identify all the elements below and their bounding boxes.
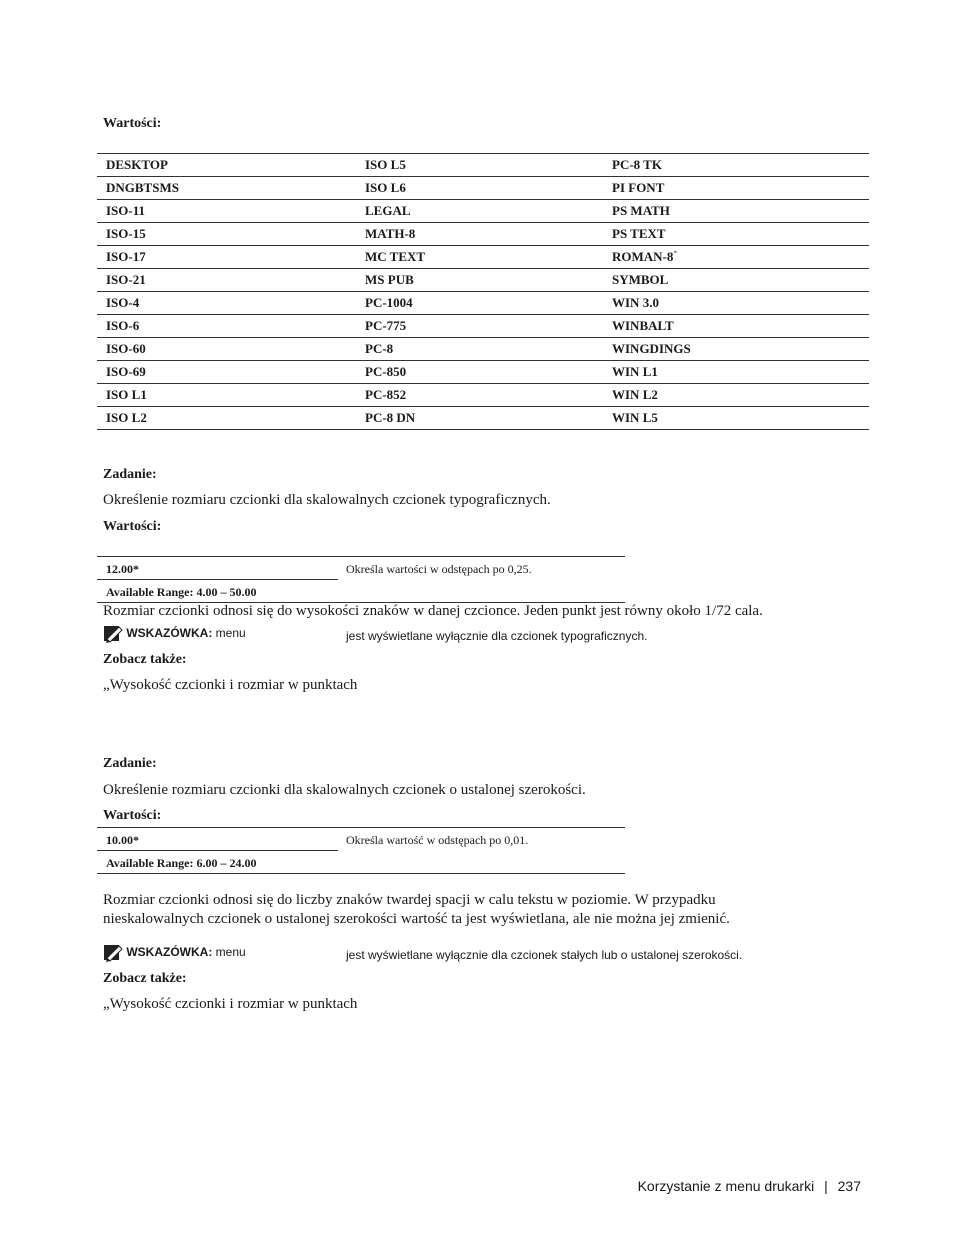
note-pencil-icon (103, 943, 123, 963)
symbol-set-name: ISO-21 (106, 272, 146, 287)
table-cell (97, 361, 356, 384)
table-row (97, 223, 869, 246)
table-cell (97, 154, 356, 177)
symbol-set-name: PC-8 TK (612, 157, 662, 172)
symbol-set-name: ISO L2 (106, 410, 147, 425)
symbol-set-name: ISO-6 (106, 318, 140, 333)
table-row (97, 292, 869, 315)
table-cell (97, 292, 356, 315)
table-cell (97, 269, 356, 292)
table-row (97, 154, 869, 177)
symbol-set-name: ISO-15 (106, 226, 146, 241)
table-cell (603, 361, 869, 384)
default-marker: * (673, 249, 677, 258)
description: Rozmiar czcionki odnosi się do wysokości znaków w danej czcionce. Jeden punkt jest równy około 1/72 cala. (103, 603, 763, 619)
table-cell (356, 154, 603, 177)
values-label: Wartości: (103, 116, 162, 131)
symbol-set-name: ISO L1 (106, 387, 147, 402)
table-cell (97, 384, 356, 407)
symbol-set-name: DNGBTSMS (106, 180, 179, 195)
symbol-set-name: ISO-11 (106, 203, 146, 218)
note (103, 943, 823, 965)
note-menu: menu (215, 626, 246, 641)
symbol-set-name: WIN L2 (612, 387, 658, 402)
table-cell (97, 200, 356, 223)
symbol-set-name: WINBALT (612, 318, 674, 333)
table-cell (603, 315, 869, 338)
table-cell (356, 361, 603, 384)
symbol-set-name: ISO-60 (106, 341, 146, 356)
table-row (97, 407, 869, 430)
page-footer (638, 1178, 861, 1194)
task-text: Określenie rozmiaru czcionki dla skalowalnych czcionek typograficznych. (103, 492, 551, 508)
table-cell (603, 154, 869, 177)
table-row (97, 338, 869, 361)
note-pencil-icon (103, 624, 123, 644)
footer-title: Korzystanie z menu drukarki (637, 1178, 815, 1194)
symbol-set-table (97, 153, 869, 430)
table-row (97, 177, 869, 200)
table-cell (603, 177, 869, 200)
table-cell (356, 223, 603, 246)
symbol-set-name: LEGAL (365, 203, 411, 218)
symbol-set-name: PC-8 (365, 341, 394, 356)
description-line-1: Rozmiar czcionki odnosi się do liczby znaków twardej spacji w calu tekstu w poziomie. W przypadku (103, 892, 716, 908)
symbol-set-name: ISO-17 (106, 249, 146, 264)
table-cell (356, 338, 603, 361)
task-label: Zadanie: (103, 467, 157, 482)
table-cell (356, 407, 603, 430)
table-cell (97, 177, 356, 200)
symbol-set-name: WIN 3.0 (612, 295, 659, 310)
values-label: Wartości: (103, 808, 162, 823)
available-range: Available Range: 6.00 – 24.00 (106, 856, 257, 870)
description-line-2: nieskalowalnych czcionek o ustalonej szerokości wartość ta jest wyświetlana, ale nie można jej zmienić. (103, 911, 730, 927)
note-text: jest wyświetlane wyłącznie dla czcionek typograficznych. (346, 629, 648, 643)
symbol-set-name: PI FONT (612, 180, 665, 195)
symbol-set-name: WINGDINGS (612, 341, 691, 356)
values-table (97, 556, 625, 603)
note-label: WSKAZÓWKA: (126, 945, 213, 960)
see-also-label: Zobacz także: (103, 652, 187, 667)
page-number: 237 (837, 1178, 861, 1194)
symbol-set-name: PC-852 (365, 387, 407, 402)
note (103, 624, 803, 646)
table-cell (603, 223, 869, 246)
table-row (97, 269, 869, 292)
table-cell (356, 292, 603, 315)
see-also-link[interactable]: „Wysokość czcionki i rozmiar w punktach (103, 996, 358, 1012)
see-also-label: Zobacz także: (103, 971, 187, 986)
table-cell (603, 246, 869, 269)
table-cell (603, 384, 869, 407)
symbol-set-name: ISO L6 (365, 180, 406, 195)
symbol-set-name: ISO-4 (106, 295, 140, 310)
table-cell (603, 338, 869, 361)
values-table (97, 827, 625, 874)
table-row (97, 384, 869, 407)
table-cell (603, 269, 869, 292)
table-cell (356, 246, 603, 269)
symbol-set-name: MATH-8 (365, 226, 416, 241)
table-cell (356, 177, 603, 200)
default-value: 10.00* (106, 833, 139, 847)
symbol-set-name: MC TEXT (365, 249, 426, 264)
table-cell (356, 315, 603, 338)
symbol-set-name: PC-850 (365, 364, 407, 379)
table-cell (97, 246, 356, 269)
symbol-set-name: WIN L1 (612, 364, 658, 379)
available-range: Available Range: 4.00 – 50.00 (106, 585, 257, 599)
symbol-set-name: WIN L5 (612, 410, 658, 425)
symbol-set-name: PC-1004 (365, 295, 413, 310)
note-label: WSKAZÓWKA: (126, 626, 213, 641)
values-label: Wartości: (103, 519, 162, 534)
table-cell (356, 269, 603, 292)
table-cell (97, 223, 356, 246)
task-text: Określenie rozmiaru czcionki dla skalowalnych czcionek o ustalonej szerokości. (103, 782, 586, 798)
default-value: 12.00* (106, 562, 139, 576)
note-text: jest wyświetlane wyłącznie dla czcionek stałych lub o ustalonej szerokości. (346, 948, 743, 962)
see-also-link[interactable]: „Wysokość czcionki i rozmiar w punktach (103, 677, 358, 693)
symbol-set-name: DESKTOP (106, 157, 168, 172)
task-label: Zadanie: (103, 756, 157, 771)
value-description: Określa wartości w odstępach po 0,25. (346, 562, 532, 576)
table-row (97, 315, 869, 338)
table-cell (97, 338, 356, 361)
symbol-set-name: ISO L5 (365, 157, 406, 172)
symbol-set-name: PS TEXT (612, 226, 666, 241)
symbol-set-name: MS PUB (365, 272, 414, 287)
symbol-set-name: PC-775 (365, 318, 407, 333)
symbol-set-name: ISO-69 (106, 364, 146, 379)
table-cell (603, 200, 869, 223)
table-cell (603, 292, 869, 315)
note-menu: menu (215, 945, 246, 960)
symbol-set-name: ROMAN-8 (612, 249, 674, 264)
table-row (97, 246, 869, 269)
table-cell (97, 315, 356, 338)
symbol-set-name: SYMBOL (612, 272, 669, 287)
table-row (97, 200, 869, 223)
table-cell (356, 384, 603, 407)
symbol-set-name: PS MATH (612, 203, 670, 218)
table-cell (97, 407, 356, 430)
value-description: Określa wartość w odstępach po 0,01. (346, 833, 529, 847)
footer-separator: | (824, 1178, 828, 1194)
table-cell (356, 200, 603, 223)
table-row (97, 361, 869, 384)
symbol-set-name: PC-8 DN (365, 410, 416, 425)
table-cell (603, 407, 869, 430)
